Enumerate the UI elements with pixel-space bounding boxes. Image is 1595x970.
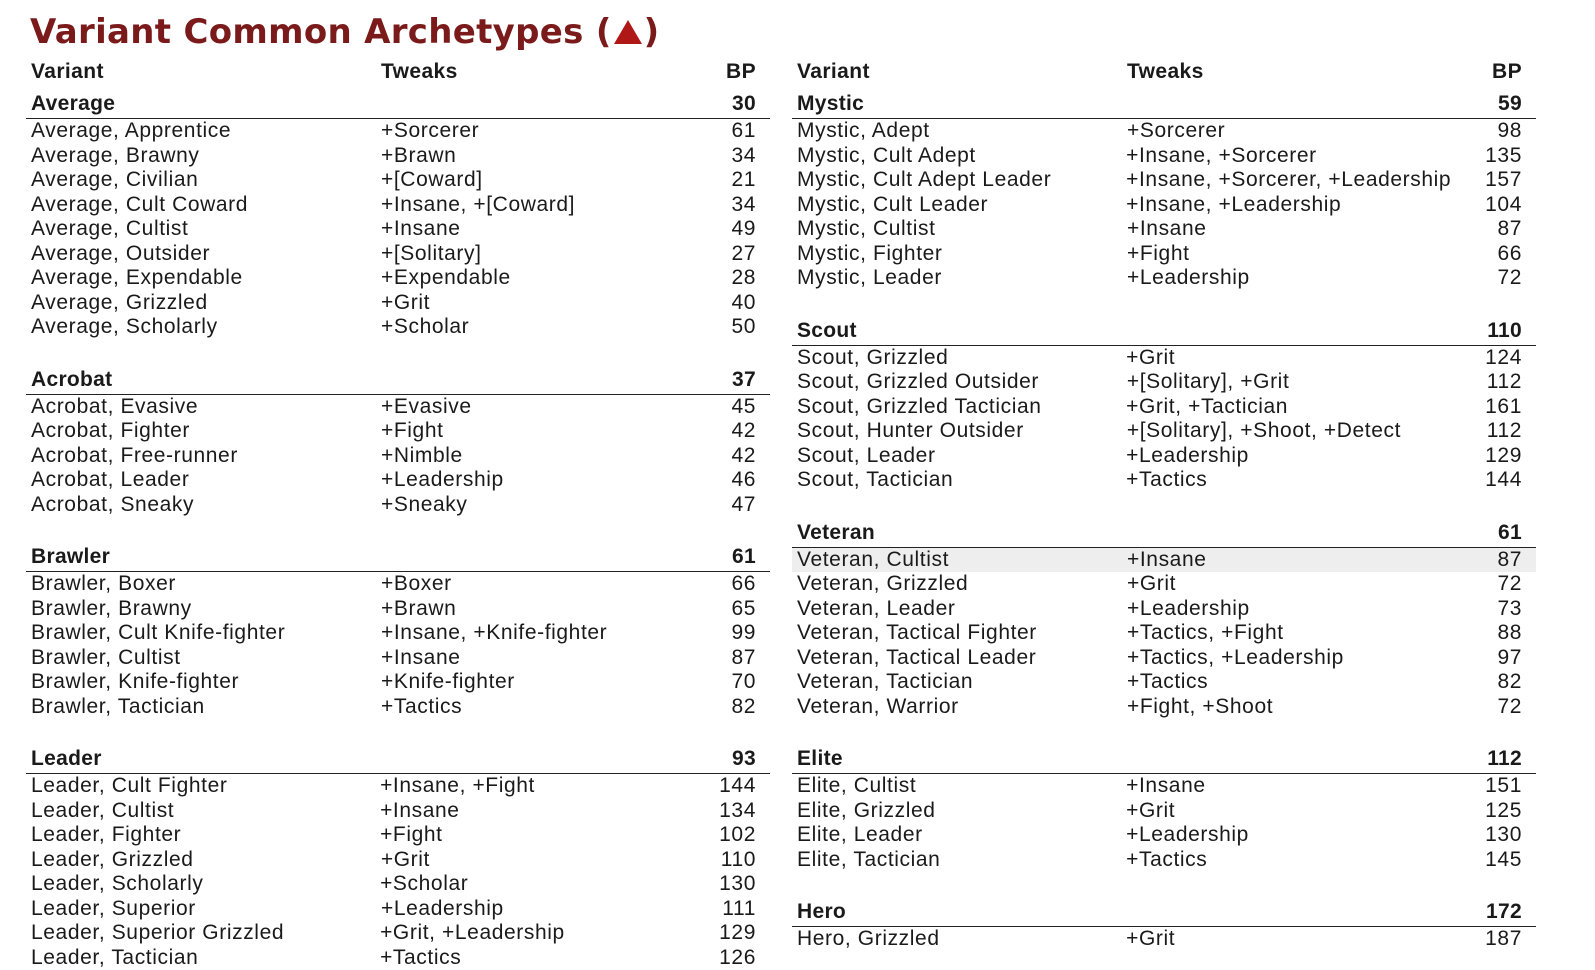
table-row [792,144,1536,169]
column-header [792,56,1536,88]
tweaks-cell: +Nimble [381,444,721,468]
group-header [792,517,1536,548]
header-variant: Variant [792,60,1127,84]
group-header [26,88,770,119]
tweaks-cell: +Scholar [380,872,719,896]
bp-cell: 46 [721,468,770,492]
bp-cell: 72 [1487,266,1536,290]
bp-cell: 65 [721,597,770,621]
table-row [26,168,770,193]
variant-cell: Average, Cult Coward [26,193,381,217]
tweaks-cell: +Insane, +Fight [380,774,719,798]
variant-cell: Veteran, Tactician [792,670,1127,694]
bp-cell: 112 [1487,370,1536,394]
variant-cell: Hero, Grizzled [792,927,1126,951]
variant-cell: Veteran, Tactical Fighter [792,621,1127,645]
title-paren-open: ( [596,12,612,52]
variant-cell: Scout, Grizzled Tactician [792,395,1126,419]
variant-cell: Average, Scholarly [26,315,381,339]
table-row [26,395,770,420]
tweaks-cell: +Tactics, +Fight [1127,621,1487,645]
group-name: Veteran [792,521,1127,545]
tweaks-cell: +Tactics [1126,468,1485,492]
bp-cell: 27 [721,242,770,266]
group-spacer [792,291,1536,315]
tweaks-cell: +Leadership [381,468,721,492]
variant-cell: Average, Civilian [26,168,381,192]
table-row [26,144,770,169]
group-header [792,315,1536,346]
triangle-icon [612,15,644,55]
bp-cell: 28 [721,266,770,290]
tweaks-cell: +Grit, +Leadership [380,921,719,945]
group-name: Average [26,92,381,116]
bp-cell: 130 [719,872,770,896]
variant-cell: Elite, Leader [792,823,1126,847]
tweaks-cell: +Insane, +Sorcerer, +Leadership [1126,168,1485,192]
bp-cell: 42 [721,419,770,443]
tweaks-cell: +Insane [1127,217,1487,241]
table-row [792,119,1536,144]
variant-cell: Average, Apprentice [26,119,381,143]
table-row [26,444,770,469]
bp-cell: 126 [719,946,770,970]
table-row [792,823,1536,848]
variant-cell: Brawler, Brawny [26,597,381,621]
bp-cell: 104 [1485,193,1536,217]
bp-cell: 134 [719,799,770,823]
table-row [26,193,770,218]
table-row [26,695,770,720]
table-row [792,774,1536,799]
tweaks-cell: +Leadership [381,897,721,921]
tweaks-cell: +Tactics [1126,848,1485,872]
variant-cell: Scout, Grizzled [792,346,1126,370]
group-name: Brawler [26,545,381,569]
table-row [792,419,1536,444]
tweaks-cell: +Leadership [1126,823,1485,847]
table-row [26,468,770,493]
variant-cell: Elite, Grizzled [792,799,1126,823]
variant-cell: Elite, Cultist [792,774,1126,798]
bp-cell: 124 [1485,346,1536,370]
bp-cell: 34 [721,193,770,217]
table-row [26,670,770,695]
variant-cell: Acrobat, Evasive [26,395,381,419]
bp-cell: 45 [721,395,770,419]
table-row [792,799,1536,824]
bp-cell: 87 [1487,217,1536,241]
bp-cell: 99 [721,621,770,645]
table-row [792,370,1536,395]
variant-cell: Leader, Grizzled [26,848,381,872]
variant-cell: Mystic, Cult Leader [792,193,1126,217]
variant-cell: Leader, Tactician [26,946,380,970]
bp-cell: 187 [1485,927,1536,951]
variant-cell: Brawler, Cult Knife-fighter [26,621,381,645]
variant-cell: Brawler, Tactician [26,695,381,719]
table-row [792,468,1536,493]
table-row [792,193,1536,218]
group-spacer [792,719,1536,743]
variant-cell: Scout, Hunter Outsider [792,419,1127,443]
table-row [792,217,1536,242]
variant-cell: Average, Outsider [26,242,381,266]
group-header [792,743,1536,774]
variant-cell: Acrobat, Sneaky [26,493,381,517]
variant-cell: Average, Cultist [26,217,381,241]
tweaks-cell: +Insane, +Sorcerer [1126,144,1485,168]
tweaks-cell: +Sorcerer [1127,119,1487,143]
tweaks-cell: +Grit [1127,572,1487,596]
tweaks-cell: +Grit [381,291,721,315]
bp-cell: 49 [721,217,770,241]
bp-cell: 129 [1485,444,1536,468]
bp-cell: 125 [1485,799,1536,823]
bp-cell: 50 [721,315,770,339]
tweaks-cell: +Sneaky [381,493,721,517]
tweaks-cell: +Knife-fighter [381,670,721,694]
table-row [792,646,1536,671]
group-header [792,88,1536,119]
group-spacer [792,872,1536,896]
table-row [792,168,1536,193]
bp-cell: 21 [721,168,770,192]
group-spacer [26,340,770,364]
tweaks-cell: +Insane, +Leadership [1126,193,1485,217]
variant-cell: Acrobat, Free-runner [26,444,381,468]
bp-cell: 73 [1487,597,1536,621]
variant-cell: Brawler, Cultist [26,646,381,670]
group-spacer [792,493,1536,517]
bp-cell: 157 [1485,168,1536,192]
tweaks-cell: +Grit [1126,799,1485,823]
bp-cell: 161 [1485,395,1536,419]
tweaks-cell: +Fight [1127,242,1487,266]
tweaks-cell: +Insane [381,646,721,670]
tweaks-cell: +Tactics [381,695,721,719]
group-bp: 172 [1486,900,1536,924]
table-row [792,597,1536,622]
bp-cell: 82 [1487,670,1536,694]
tweaks-cell: +Fight [381,419,721,443]
variant-cell: Average, Grizzled [26,291,381,315]
group-name: Hero [792,900,1127,924]
bp-cell: 47 [721,493,770,517]
tweaks-cell: +Fight, +Shoot [1127,695,1487,719]
bp-cell: 82 [721,695,770,719]
variant-cell: Veteran, Leader [792,597,1127,621]
table-row [792,266,1536,291]
tweaks-cell: +Boxer [381,572,721,596]
table-row [26,266,770,291]
group-bp: 93 [721,747,770,771]
table-row [26,848,770,873]
variant-cell: Veteran, Cultist [792,548,1127,572]
bp-cell: 66 [1487,242,1536,266]
bp-cell: 102 [719,823,770,847]
tweaks-cell: +Grit [381,848,721,872]
bp-cell: 145 [1485,848,1536,872]
table-row [26,217,770,242]
group-bp: 37 [721,368,770,392]
group-bp: 59 [1487,92,1536,116]
tweaks-cell: +[Coward] [381,168,721,192]
group-header [26,541,770,572]
variant-cell: Leader, Superior [26,897,381,921]
group-name: Leader [26,747,381,771]
tweaks-cell: +Insane [381,217,721,241]
tweaks-cell: +Expendable [381,266,721,290]
variant-cell: Acrobat, Leader [26,468,381,492]
bp-cell: 111 [721,897,770,921]
tweaks-cell: +Brawn [381,144,721,168]
table-row [26,119,770,144]
title-paren-close: ) [644,12,660,52]
table-row [792,444,1536,469]
tweaks-cell: +[Solitary], +Grit [1127,370,1487,394]
group-spacer [26,719,770,743]
column-header [26,56,770,88]
variant-cell: Leader, Cult Fighter [26,774,380,798]
left-column [26,56,770,970]
table-row [792,848,1536,873]
tweaks-cell: +Leadership [1127,597,1487,621]
variant-cell: Mystic, Cult Adept [792,144,1126,168]
header-variant: Variant [26,60,381,84]
bp-cell: 97 [1487,646,1536,670]
tweaks-cell: +Insane, +Knife-fighter [381,621,721,645]
table-row [792,395,1536,420]
group-name: Scout [792,319,1127,343]
table-row [26,921,770,946]
bp-cell: 72 [1487,572,1536,596]
tweaks-cell: +Leadership [1127,266,1487,290]
variant-cell: Mystic, Adept [792,119,1127,143]
header-bp: BP [1487,60,1536,84]
bp-cell: 87 [721,646,770,670]
group-name: Elite [792,747,1127,771]
tweaks-cell: +Leadership [1126,444,1485,468]
header-bp: BP [721,60,770,84]
variant-cell: Average, Brawny [26,144,381,168]
bp-cell: 151 [1485,774,1536,798]
variant-cell: Elite, Tactician [792,848,1126,872]
table-row [26,419,770,444]
table-row [792,548,1536,573]
variant-cell: Leader, Superior Grizzled [26,921,380,945]
bp-cell: 72 [1487,695,1536,719]
bp-cell: 34 [721,144,770,168]
table-row [26,872,770,897]
group-name: Mystic [792,92,1127,116]
bp-cell: 112 [1487,419,1536,443]
tweaks-cell: +Grit, +Tactician [1126,395,1485,419]
tweaks-cell: +Insane [1126,774,1485,798]
tweaks-cell: +Tactics [1127,670,1487,694]
bp-cell: 66 [721,572,770,596]
table-row [792,621,1536,646]
tweaks-cell: +Grit [1126,927,1485,951]
bp-cell: 135 [1485,144,1536,168]
group-bp: 61 [721,545,770,569]
group-header [26,743,770,774]
table-row [26,823,770,848]
bp-cell: 40 [721,291,770,315]
tweaks-cell: +Insane [380,799,719,823]
tweaks-cell: +Insane [1127,548,1487,572]
table-row [792,242,1536,267]
variant-cell: Veteran, Warrior [792,695,1127,719]
variant-cell: Veteran, Grizzled [792,572,1127,596]
bp-cell: 70 [721,670,770,694]
tweaks-cell: +Insane, +[Coward] [381,193,721,217]
variant-cell: Mystic, Fighter [792,242,1127,266]
tweaks-cell: +[Solitary] [381,242,721,266]
bp-cell: 144 [719,774,770,798]
variant-cell: Scout, Tactician [792,468,1126,492]
tweaks-cell: +Brawn [381,597,721,621]
table-row [792,670,1536,695]
group-bp: 61 [1487,521,1536,545]
table-row [26,646,770,671]
table-row [26,897,770,922]
bp-cell: 88 [1487,621,1536,645]
group-bp: 112 [1487,747,1536,771]
variant-cell: Brawler, Knife-fighter [26,670,381,694]
tweaks-cell: +Fight [380,823,719,847]
title-text: Variant Common Archetypes [30,12,584,52]
right-column [792,56,1536,952]
group-name: Acrobat [26,368,381,392]
variant-cell: Average, Expendable [26,266,381,290]
variant-cell: Mystic, Leader [792,266,1127,290]
table-row [26,597,770,622]
bp-cell: 110 [721,848,770,872]
bp-cell: 144 [1485,468,1536,492]
tweaks-cell: +Tactics, +Leadership [1127,646,1487,670]
variant-cell: Acrobat, Fighter [26,419,381,443]
variant-cell: Scout, Leader [792,444,1126,468]
table-row [792,572,1536,597]
header-tweaks: Tweaks [381,60,721,84]
bp-cell: 130 [1485,823,1536,847]
table-row [26,621,770,646]
variant-cell: Scout, Grizzled Outsider [792,370,1127,394]
variant-cell: Brawler, Boxer [26,572,381,596]
variant-cell: Veteran, Tactical Leader [792,646,1127,670]
bp-cell: 61 [721,119,770,143]
group-bp: 110 [1487,319,1536,343]
table-row [26,572,770,597]
bp-cell: 42 [721,444,770,468]
bp-cell: 129 [719,921,770,945]
table-row [792,695,1536,720]
table-row [792,346,1536,371]
tweaks-cell: +Scholar [381,315,721,339]
group-header [26,364,770,395]
table-row [26,242,770,267]
variant-cell: Leader, Fighter [26,823,380,847]
tweaks-cell: +Tactics [380,946,719,970]
table-row [26,774,770,799]
group-spacer [26,517,770,541]
bp-cell: 98 [1487,119,1536,143]
bp-cell: 87 [1487,548,1536,572]
tweaks-cell: +Evasive [381,395,721,419]
table-row [26,799,770,824]
tweaks-cell: +Grit [1126,346,1485,370]
variant-cell: Leader, Scholarly [26,872,380,896]
variant-cell: Leader, Cultist [26,799,380,823]
table-row [792,927,1536,952]
group-header [792,896,1536,927]
page-title [30,12,660,55]
table-row [26,493,770,518]
table-row [26,315,770,340]
table-row [26,946,770,970]
tweaks-cell: +[Solitary], +Shoot, +Detect [1127,419,1487,443]
group-bp: 30 [721,92,770,116]
header-tweaks: Tweaks [1127,60,1487,84]
table-row [26,291,770,316]
variant-cell: Mystic, Cult Adept Leader [792,168,1126,192]
variant-cell: Mystic, Cultist [792,217,1127,241]
tweaks-cell: +Sorcerer [381,119,721,143]
